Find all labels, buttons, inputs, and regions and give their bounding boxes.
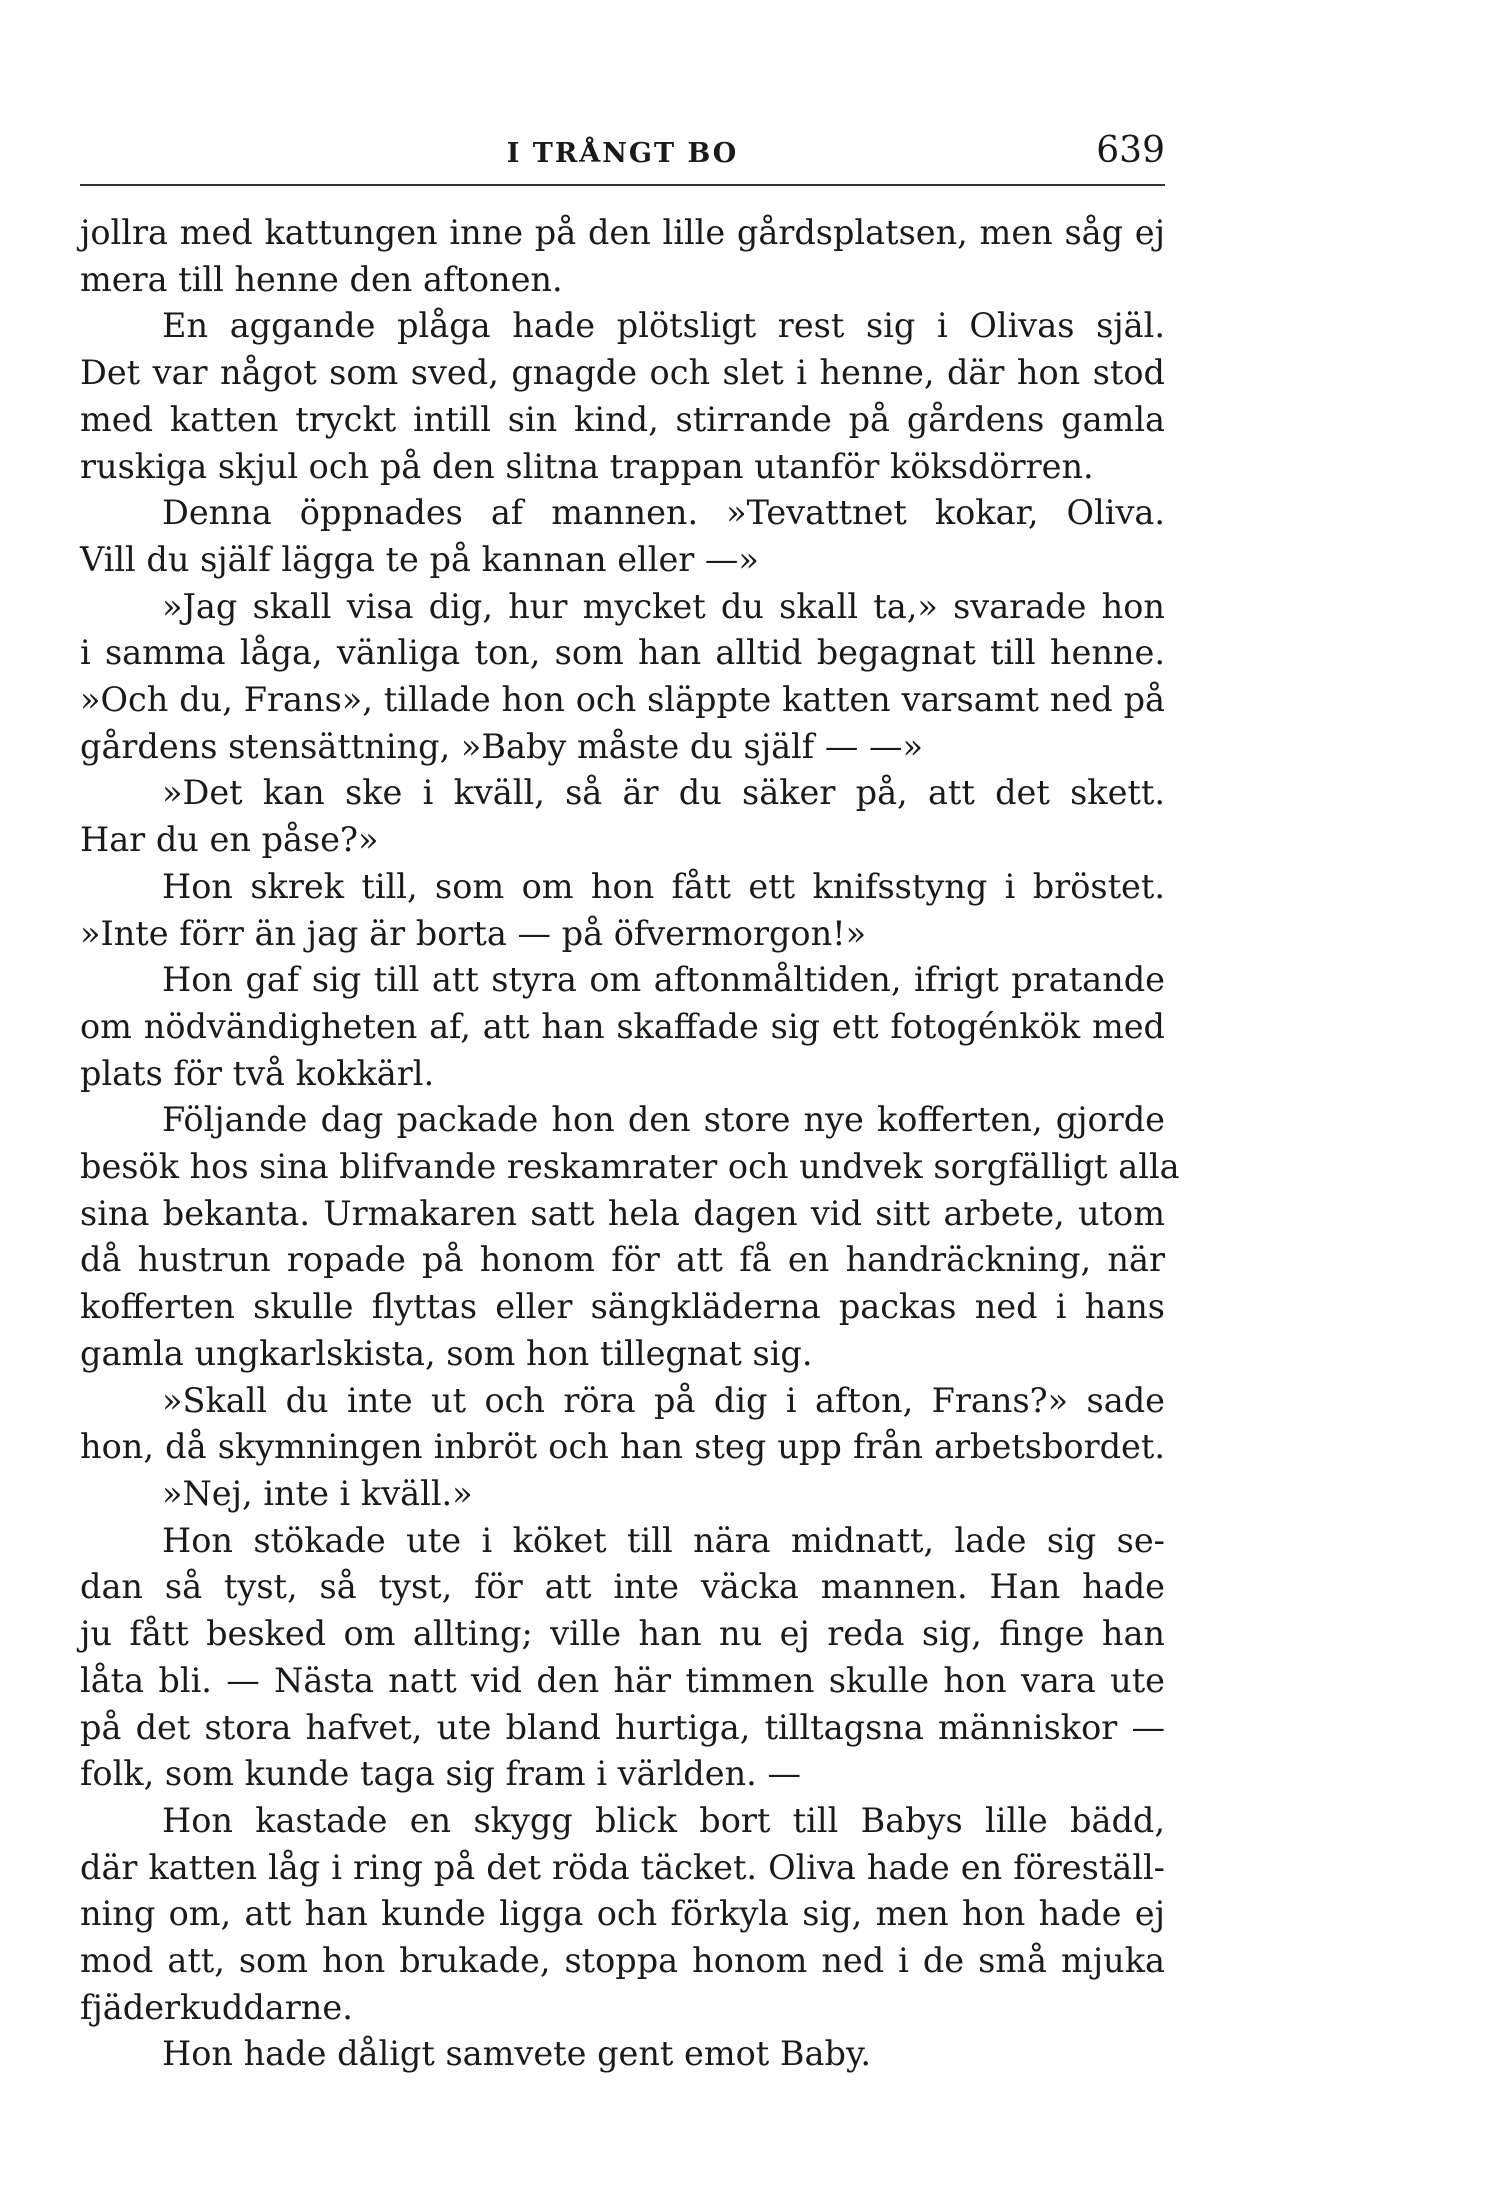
text-line: ju fått besked om allting; ville han nu ej reda sig, finge han [80, 1614, 1165, 1654]
text-line: låta bli. — Nästa natt vid den här timmen skulle hon vara ute [80, 1660, 1165, 1700]
text-line: i samma låga, vänliga ton, som han alltid begagnat till henne. [80, 633, 1165, 673]
running-head [80, 130, 1165, 180]
text-line: Hon gaf sig till att styra om aftonmåltiden, ifrigt pratande [162, 960, 1165, 1000]
text-line: dan så tyst, så tyst, för att inte väcka mannen. Han hade [80, 1567, 1165, 1607]
text-line: »Jag skall visa dig, hur mycket du skall ta,» svarade hon [162, 586, 1165, 626]
text-line: folk, som kunde taga sig fram i världen. — [80, 1754, 801, 1794]
text-line: plats för två kokkärl. [80, 1053, 435, 1093]
body-text [80, 210, 1180, 2078]
text-line: gamla ungkarlskista, som hon tillegnat sig. [80, 1333, 813, 1373]
text-line: jollra med kattungen inne på den lille gårdsplatsen, men såg ej [80, 213, 1165, 252]
running-title: I TRÅNGT BO [506, 138, 739, 169]
text-line: sina bekanta. Urmakaren satt hela dagen vid sitt arbete, utom [80, 1193, 1165, 1233]
text-line: ning om, att han kunde ligga och förkyla sig, men hon hade ej [80, 1894, 1165, 1934]
text-line: Hon stökade ute i köket till nära midnatt, lade sig se- [162, 1520, 1165, 1560]
text-line: om nödvändigheten af, att han skaffade sig ett fotogénkök med [80, 1006, 1165, 1046]
text-line: »Nej, inte i kväll.» [162, 1473, 473, 1513]
text-line: Hon kastade en skygg blick bort till Babys lille bädd, [162, 1800, 1165, 1840]
text-line: Det var något som sved, gnagde och slet i henne, där hon stod [80, 353, 1165, 393]
text-line: fjäderkuddarne. [80, 1987, 353, 2027]
text-line: Vill du själf lägga te på kannan eller —» [80, 539, 759, 579]
text-line: besök hos sina blifvande reskamrater och undvek sorgfälligt alla [80, 1147, 1180, 1187]
text-line: mera till henne den aftonen. [80, 259, 563, 299]
text-line: En aggande plåga hade plötsligt rest sig i Olivas själ. [162, 306, 1165, 346]
text-line: »Och du, Frans», tillade hon och släppte katten varsamt ned på [80, 680, 1165, 720]
text-line: gårdens stensättning, »Baby måste du själf — —» [80, 726, 923, 766]
text-line: då hustrun ropade på honom för att få en handräckning, när [80, 1240, 1165, 1280]
header-rule [80, 184, 1165, 186]
text-line: Denna öppnades af mannen. »Tevattnet kokar, Oliva. [162, 493, 1165, 533]
text-line: där katten låg i ring på det röda täcket. Oliva hade en föreställ- [80, 1847, 1165, 1887]
text-line: på det stora hafvet, ute bland hurtiga, tilltagsna människor — [80, 1707, 1165, 1747]
text-line: Hon skrek till, som om hon fått ett knifsstyng i bröstet. [162, 866, 1165, 906]
text-line: kofferten skulle flyttas eller sängkläderna packas ned i hans [80, 1287, 1165, 1327]
text-line: »Inte förr än jag är borta — på öfvermorgon!» [80, 913, 867, 953]
text-line: med katten tryckt intill sin kind, stirrande på gårdens gamla [80, 399, 1165, 439]
text-line: Hon hade dåligt samvete gent emot Baby. [162, 2034, 872, 2074]
page-number: 639 [1096, 130, 1165, 171]
text-line: hon, då skymningen inbröt och han steg upp från arbetsbordet. [80, 1427, 1165, 1467]
text-line: mod att, som hon brukade, stoppa honom ned i de små mjuka [80, 1941, 1165, 1981]
book-page [80, 130, 1180, 2078]
text-line: »Skall du inte ut och röra på dig i afton, Frans?» sade [162, 1380, 1165, 1420]
text-line: »Det kan ske i kväll, så är du säker på, att det skett. [162, 773, 1165, 813]
text-line: Har du en påse?» [80, 820, 379, 860]
text-line: Följande dag packade hon den store nye kofferten, gjorde [162, 1100, 1165, 1140]
text-line: ruskiga skjul och på den slitna trappan utanför köksdörren. [80, 446, 1094, 486]
